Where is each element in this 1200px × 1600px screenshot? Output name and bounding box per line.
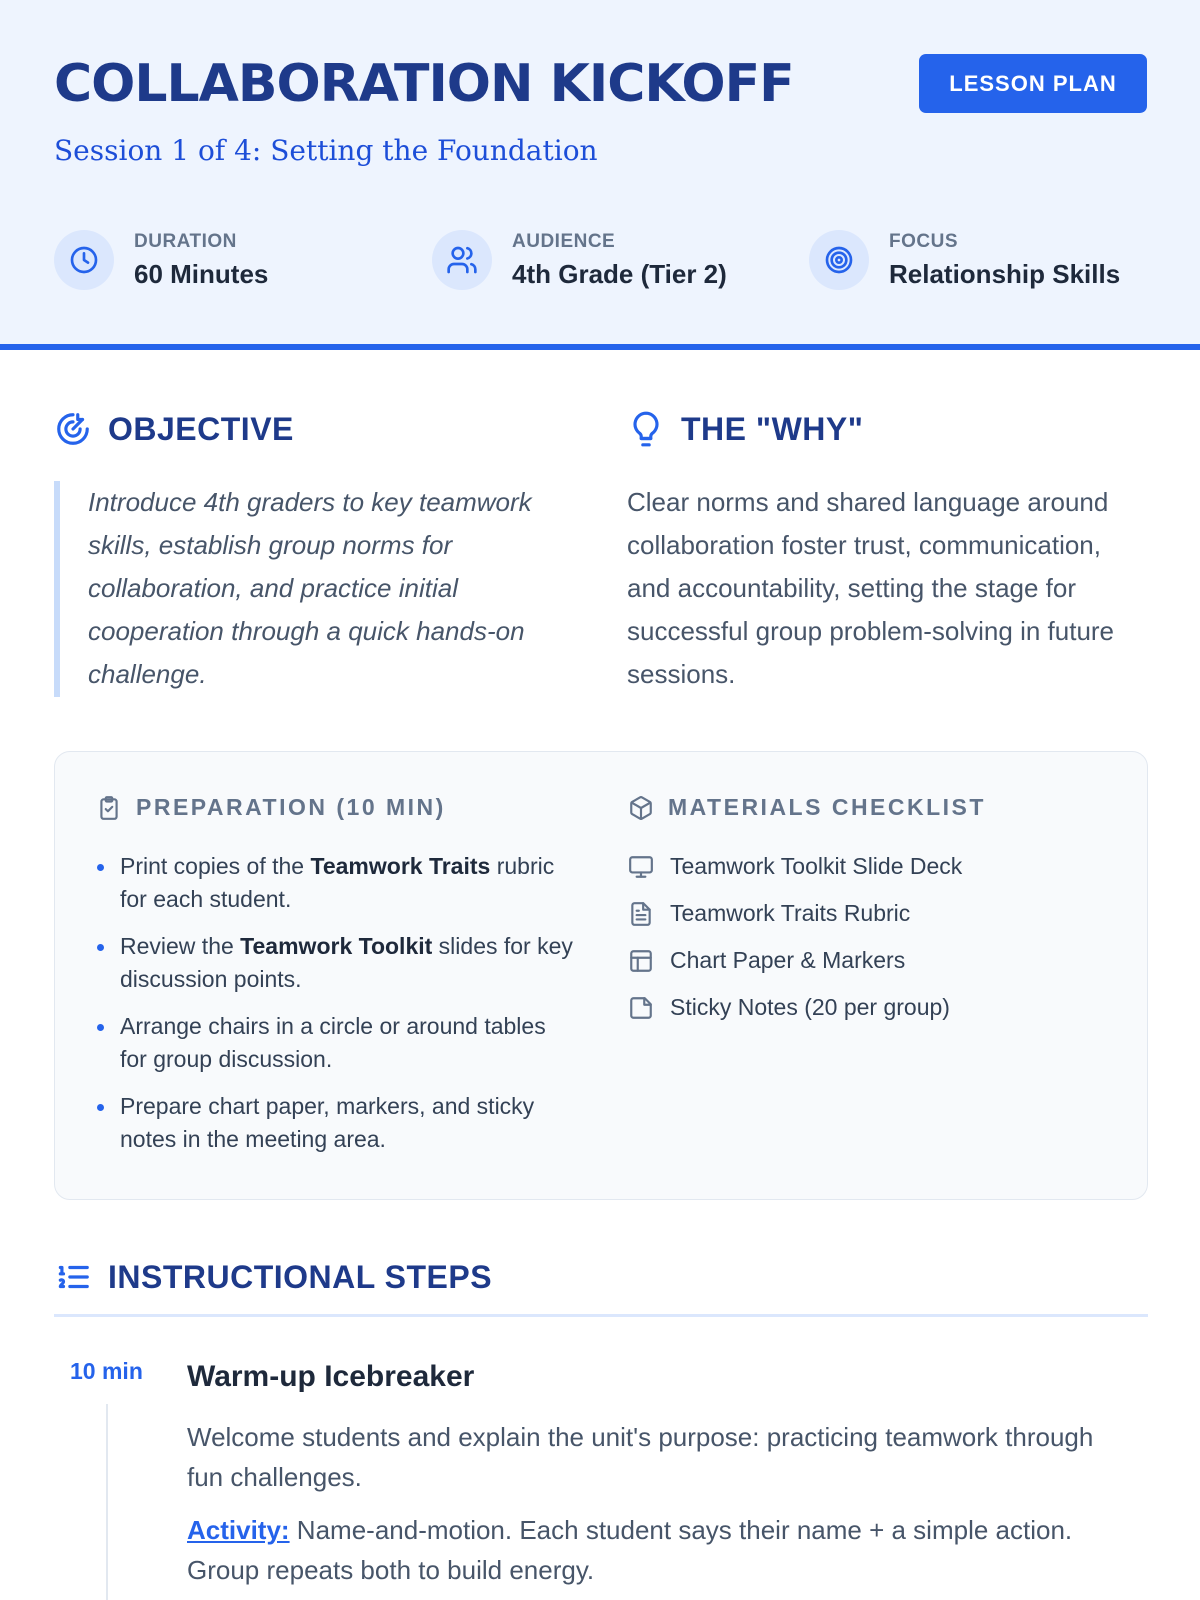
item-text: Print copies of the <box>120 853 311 879</box>
preparation-heading <box>96 794 446 821</box>
list-item <box>96 1090 576 1156</box>
steps-heading <box>54 1258 492 1296</box>
meta-value: 60 Minutes <box>134 258 269 289</box>
materials-heading-label: MATERIALS CHECKLIST <box>668 794 986 820</box>
step-title: Warm-up Icebreaker <box>187 1360 475 1393</box>
monitor-icon <box>628 854 654 880</box>
page-title: COLLABORATION KICKOFF <box>54 54 794 114</box>
meta-duration <box>54 229 268 291</box>
page-subtitle: Session 1 of 4: Setting the Foundation <box>54 134 598 167</box>
lesson-plan-badge: LESSON PLAN <box>919 54 1147 113</box>
meta-label: DURATION <box>134 230 237 252</box>
meta-audience <box>432 229 727 291</box>
meta-focus <box>809 229 1120 291</box>
clipboard-check-icon <box>96 795 122 821</box>
why-heading-label: THE "WHY" <box>681 410 864 447</box>
step-activity <box>187 1510 1127 1590</box>
list-item <box>628 944 962 977</box>
item-text: Arrange chairs in a circle or around tables for group discussion. <box>120 1013 546 1072</box>
list-item <box>96 930 576 996</box>
objective-text: Introduce 4th graders to key teamwork skills, establish group norms for collaboration, and practice initial cooperation through a quick hands-on challenge. <box>54 481 574 697</box>
step-description: Welcome students and explain the unit's purpose: practicing teamwork through fun challenges. <box>187 1422 1094 1492</box>
item-text: rubric for each student. <box>120 853 555 912</box>
lesson-header <box>0 0 1200 350</box>
objective-heading <box>54 410 294 448</box>
list-item <box>628 991 962 1024</box>
step-timeline-line <box>106 1404 108 1600</box>
item-text: Review the <box>120 933 241 959</box>
target-icon <box>809 230 869 290</box>
clock-icon <box>54 230 114 290</box>
item-text: Prepare chart paper, markers, and sticky notes in the meeting area. <box>120 1093 535 1152</box>
meta-value: Relationship Skills <box>889 258 1121 289</box>
step-time: 10 min <box>70 1358 143 1384</box>
users-icon <box>432 230 492 290</box>
layout-icon <box>628 948 654 974</box>
meta-label: FOCUS <box>889 230 958 252</box>
materials-list <box>628 850 962 1038</box>
list-item <box>628 850 962 883</box>
why-heading <box>627 410 863 448</box>
materials-heading <box>628 794 986 821</box>
material-label: Teamwork Traits Rubric <box>670 900 911 926</box>
item-bold-text: Teamwork Toolkit <box>240 933 433 959</box>
lightbulb-icon <box>627 410 665 448</box>
steps-divider <box>54 1314 1148 1317</box>
target-arrow-icon <box>54 410 92 448</box>
box-icon <box>628 795 654 821</box>
material-label: Teamwork Toolkit Slide Deck <box>670 853 963 879</box>
item-bold-text: Teamwork Traits <box>310 853 491 879</box>
meta-label: AUDIENCE <box>512 230 616 252</box>
preparation-list <box>96 850 576 1170</box>
objective-heading-label: OBJECTIVE <box>108 410 294 447</box>
material-label: Sticky Notes (20 per group) <box>670 994 950 1020</box>
why-text: Clear norms and shared language around collaboration foster trust, communication, and accountability, setting the stage for successful group problem-solving in future sessions. <box>627 487 1115 689</box>
meta-value: 4th Grade (Tier 2) <box>512 258 727 289</box>
sticky-note-icon <box>628 995 654 1021</box>
steps-heading-label: INSTRUCTIONAL STEPS <box>108 1258 493 1295</box>
item-text: slides for key discussion points. <box>120 933 573 992</box>
preparation-heading-label: PREPARATION (10 MIN) <box>136 794 446 820</box>
material-label: Chart Paper & Markers <box>670 947 906 973</box>
list-item <box>96 1010 576 1076</box>
numbered-list-icon <box>54 1258 92 1296</box>
list-item <box>96 850 576 916</box>
activity-text: Name-and-motion. Each student says their name + a simple action. Group repeats both to build energy. <box>187 1515 1073 1585</box>
document-icon <box>628 901 654 927</box>
list-item <box>628 897 962 930</box>
activity-link[interactable]: Activity: <box>187 1515 290 1545</box>
